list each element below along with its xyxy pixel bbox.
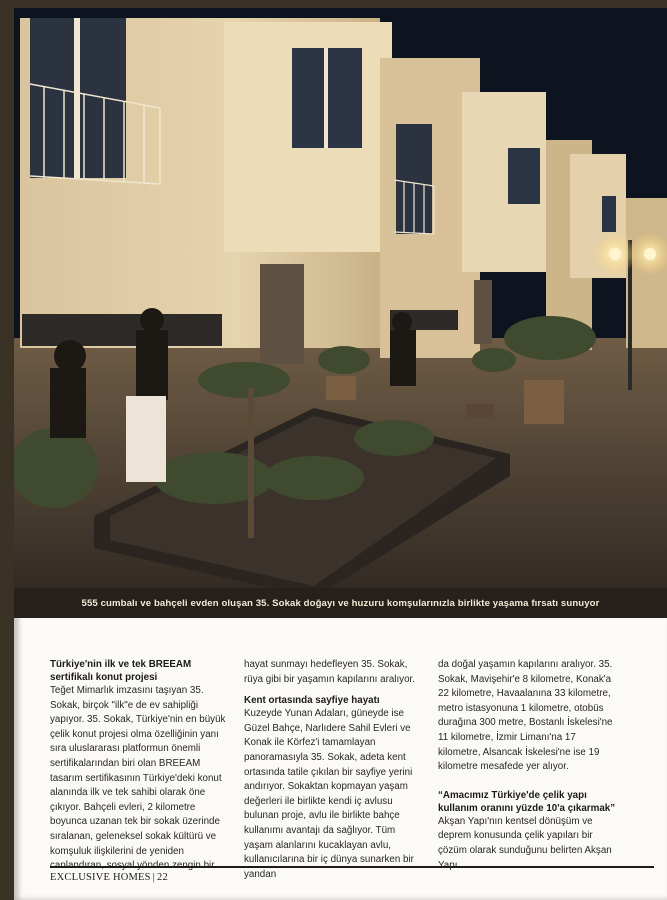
page-footer (50, 872, 168, 883)
footer-separator: | (152, 872, 156, 883)
article-column-1 (50, 658, 228, 874)
section-heading-quote: “Amacımız Türkiye'de çelik yapı kullanım oranını yüzde 10'a çıkarmak” (438, 789, 616, 814)
front-door-1 (260, 264, 304, 364)
window-3 (602, 196, 616, 232)
dog (466, 404, 494, 418)
section-heading-sayfiye: Kent ortasında sayfiye hayatı (244, 695, 380, 707)
plant-pot-1 (326, 376, 356, 400)
paragraph-aksan: Akşan Yapı'nın kentsel dönüşüm ve deprem konusunda çelik yapıları bir çözüm olarak sunduğunu belirten Akşan (438, 815, 612, 856)
footer-rule (50, 866, 654, 868)
plant-pot-2 (524, 380, 564, 424)
paragraph-continued-col2: hayat sunmayı hedefleyen 35. Sokak, rüya gibi bir yaşamın kapılarını aralıyor. (244, 659, 415, 685)
ground-window-1 (22, 314, 222, 346)
photo-illustration (14, 8, 667, 618)
magazine-page (14, 8, 667, 900)
white-trousers (126, 396, 166, 482)
photo-caption: 555 cumbalı ve bahçeli evden oluşan 35. Sokak doğayı ve huzuru komşularınızla birlikte yaşama fırsatı sunuyor (81, 598, 600, 609)
article-column-3 (438, 658, 616, 873)
section-heading-breeam: Türkiye'nin ilk ve tek BREEAM sertifikalı konut projesi (50, 659, 192, 683)
article-column-2 (244, 658, 422, 882)
hero-photo (14, 8, 667, 618)
window-2 (508, 148, 540, 204)
paragraph-breeam: Teğet Mimarlık imzasını taşıyan 35. Sokak, birçok "ilk"e de ev sahipliği yapıyor. 35. Sokak, Türkiye'nin en büyük çelik konut projesi olma özelliğinin yanı sıra uluslararası platformun önemli sertifikalarından biri olan BREEAM tasarım sertifikasının Türkiye'deki konut alanında ilk ve tek sahibi olarak öne çıkıyor. Bahçeli evleri, 2 kilometre boyunca uzanan tek bir sokak üzerinde sıralanan, geleneksel sokak kültürü ve komşuluk ilişkilerini de yeniden (50, 685, 226, 857)
paragraph-continued-col3: da doğal yaşamın kapılarını aralıyor. 35. Sokak, Mavişehir'e 8 kilometre, Konak'a 22 kilometre, Havaalanına 33 kilometre, metro istasyonuna 1 kilometre, otobüs durağına 300 metre, Bostanlı İskelesi'ne 11 kilometre, İzmir Limanı'na 17 kilometre, Alsancak İskelesi'ne ise 19 kilometre mesafede yer alıyor. (438, 659, 613, 773)
page-number: 22 (157, 872, 168, 883)
front-door-2 (474, 280, 492, 344)
paragraph-sayfiye: Kuzeyde Yunan Adaları, güneyde ise Güzel Bahçe, Narlıdere Sahil Evleri ve Konak ile Körfez'i tamamlayan panoramasıyla 35. Sokak, adeta kent ortasında tatile çıkılan bir sayfiye yerini andırıyor. Sokaktan kopmayan yaşam değerleri ile birlikte kendi iç avlusu bulunan proje, avlu ile birlikte bahçe kullanımı avantajı da sağlıyor. Tüm yaşam alanlarını kucaklayan avlu, kullanıcılarına bir iç dünya sunarken bir yandan (244, 708, 414, 880)
magazine-brand: EXCLUSIVE HOMES (50, 872, 151, 883)
